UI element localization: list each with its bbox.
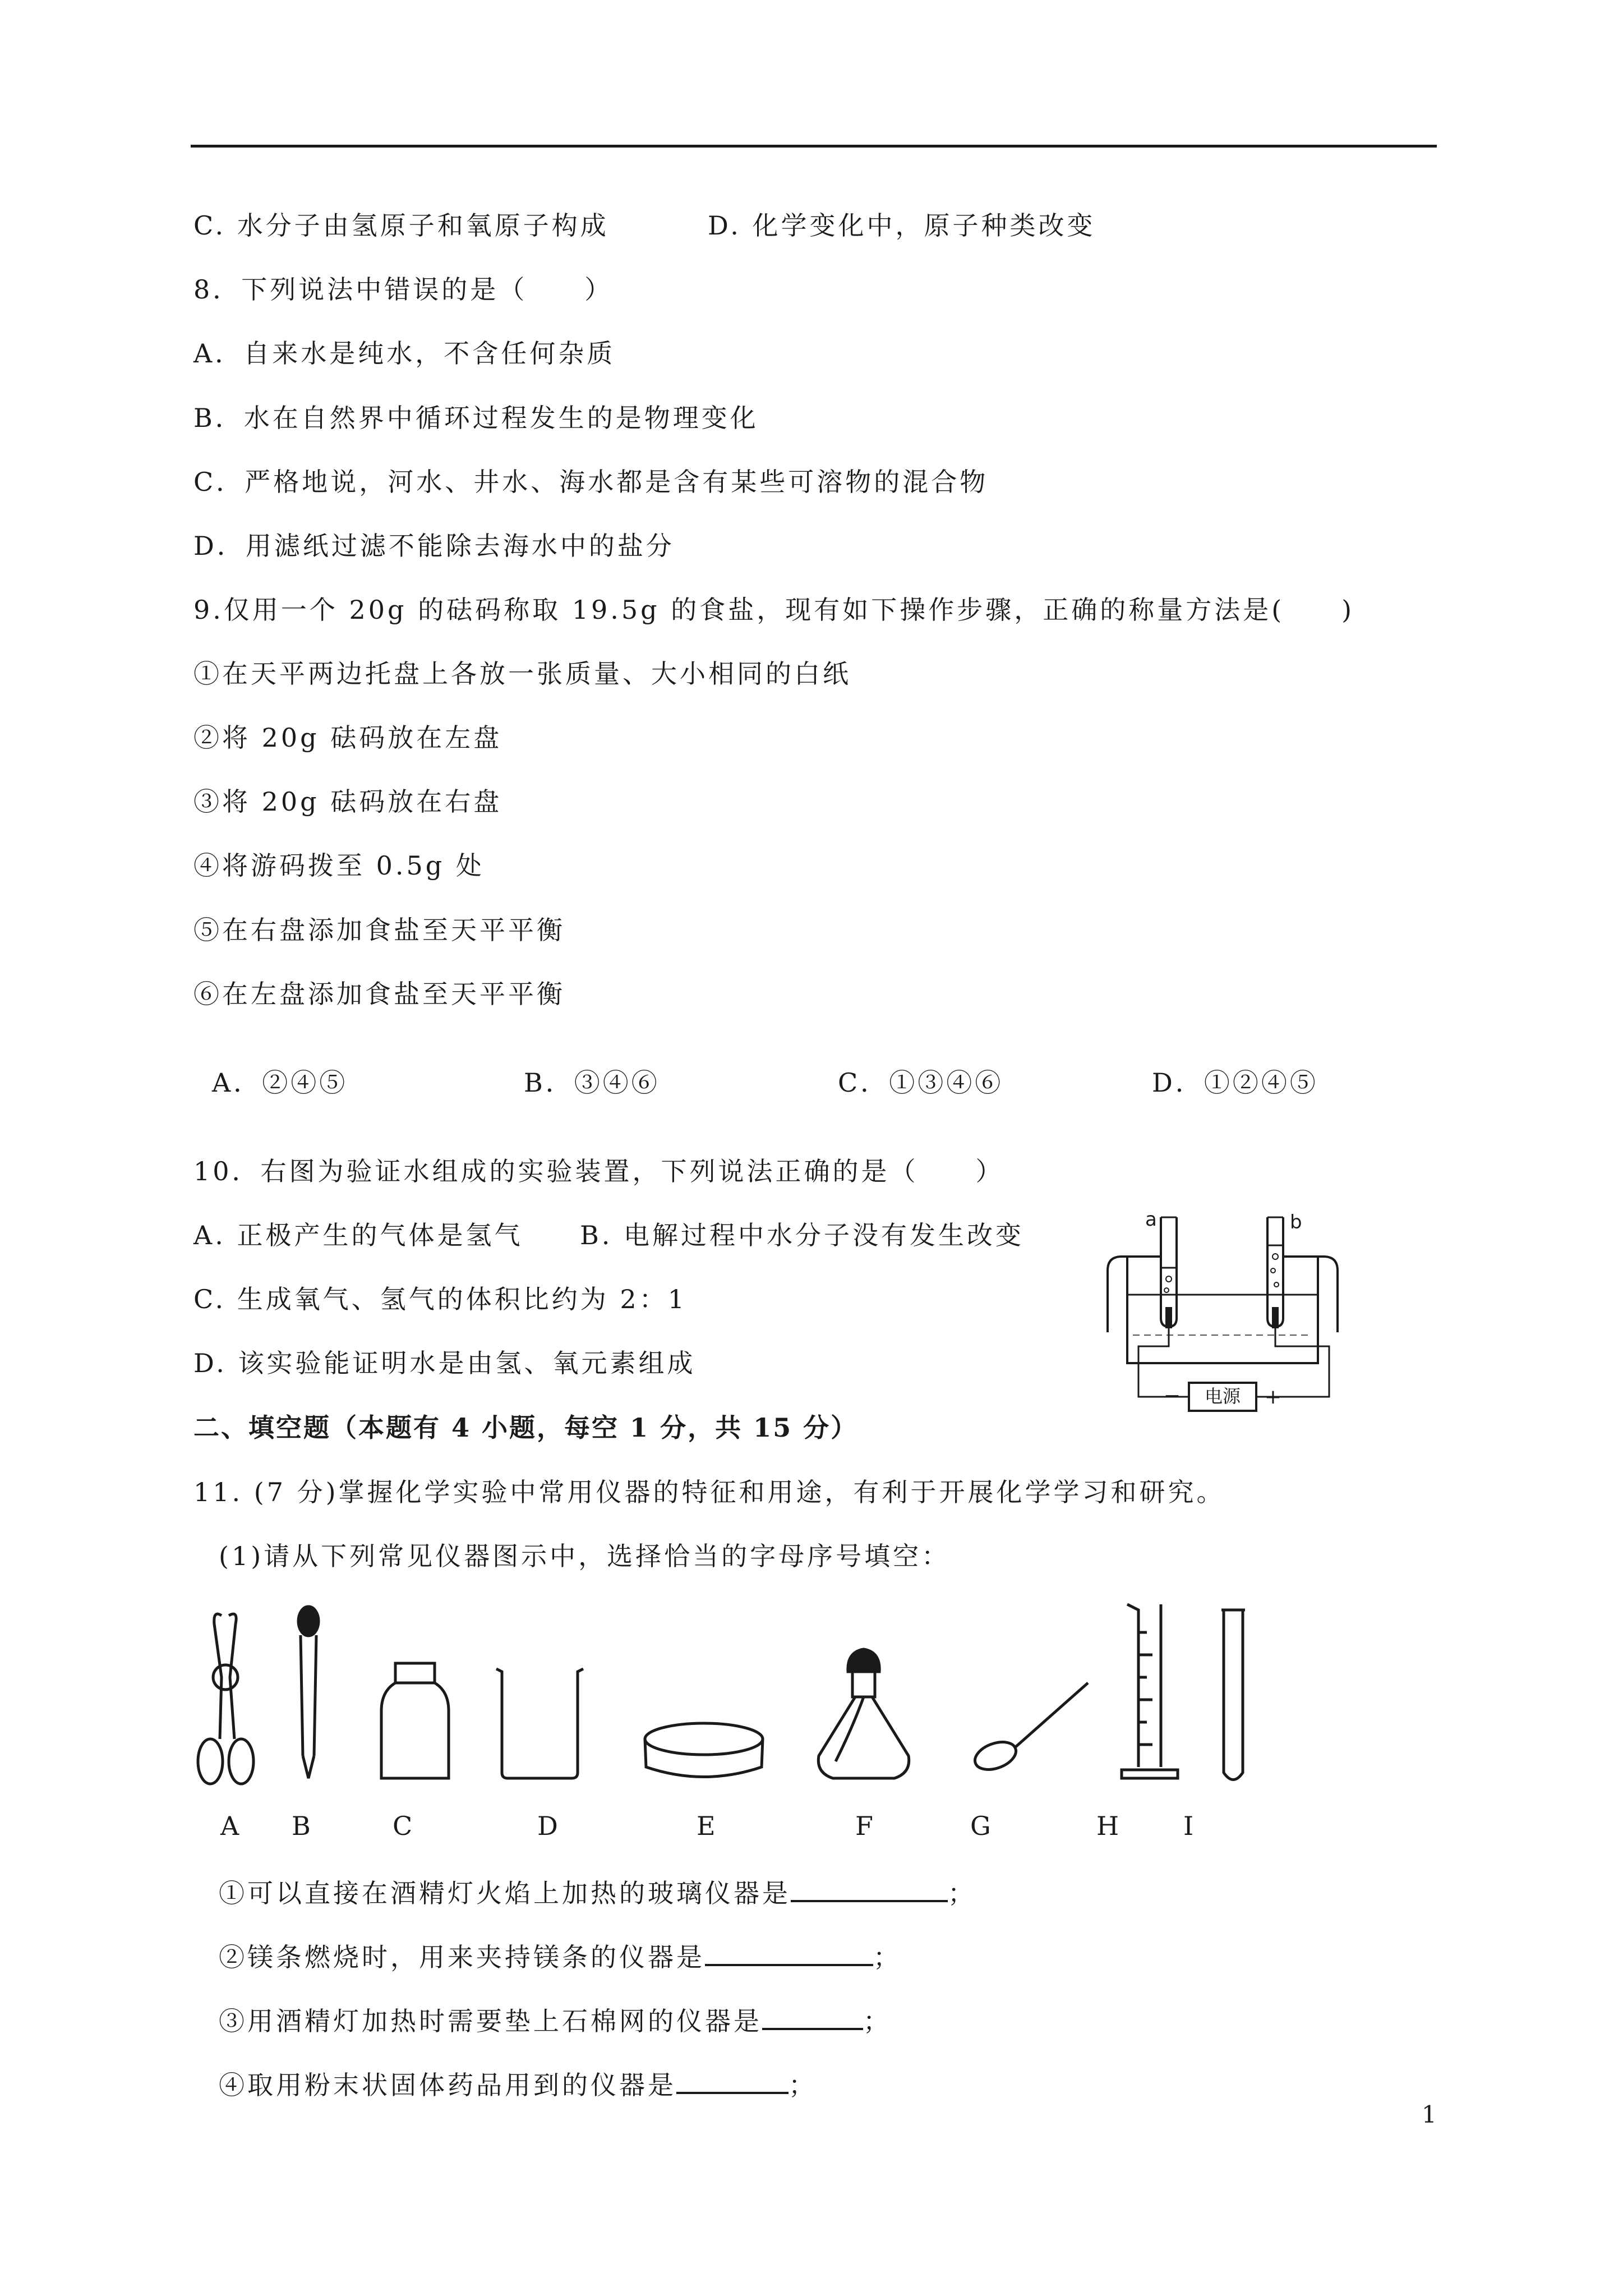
q9-choice-a: A．②④⑤ bbox=[212, 1068, 348, 1098]
instrument-letter-e: E bbox=[697, 1811, 716, 1841]
instrument-letter-d: D bbox=[537, 1811, 558, 1841]
q9-stem: 9.仅用一个 20g 的砝码称取 19.5g 的食盐，现有如下操作步骤，正确的称量方法是( ) bbox=[193, 595, 1355, 625]
q9-step-3: ③将 20g 砝码放在右盘 bbox=[193, 786, 502, 817]
electrode-b bbox=[1272, 1307, 1279, 1328]
wide-mouth-bottle-icon bbox=[381, 1663, 449, 1778]
q10-option-d: D. 该实验能证明水是由氢、氧元素组成 bbox=[193, 1348, 696, 1378]
q11-blank-1: ①可以直接在酒精灯火焰上加热的玻璃仪器是 ； bbox=[219, 1878, 976, 1908]
q9-step-4: ④将游码拨至 0.5g 处 bbox=[193, 850, 485, 881]
q10-option-b: B. 电解过程中水分子没有发生改变 bbox=[580, 1220, 1025, 1250]
q10-option-a: A. 正极产生的气体是氢气 bbox=[193, 1220, 523, 1250]
instrument-letter-i: I bbox=[1183, 1811, 1194, 1841]
header-rule bbox=[191, 145, 1437, 148]
answer-blank-1[interactable] bbox=[791, 1878, 948, 1902]
alcohol-lamp-icon bbox=[818, 1649, 909, 1778]
lab-instruments-illustration bbox=[191, 1593, 1273, 1806]
beaker-icon bbox=[496, 1669, 583, 1778]
answer-blank-3[interactable] bbox=[762, 2005, 863, 2030]
tube-a-label: a bbox=[1145, 1208, 1157, 1231]
plus-sign: + bbox=[1264, 1386, 1282, 1409]
q8-stem: 8．下列说法中错误的是（ ） bbox=[193, 274, 614, 305]
electrode-a bbox=[1165, 1307, 1172, 1328]
minus-sign: − bbox=[1163, 1384, 1181, 1407]
q9-choice-c: C．①③④⑥ bbox=[838, 1068, 1004, 1098]
tube-b-label: b bbox=[1290, 1211, 1302, 1234]
q9-step-1: ①在天平两边托盘上各放一张质量、大小相同的白纸 bbox=[193, 659, 851, 689]
dropper-icon bbox=[298, 1607, 319, 1778]
q7-option-d: D. 化学变化中，原子种类改变 bbox=[708, 210, 1096, 241]
test-tube-icon bbox=[1221, 1610, 1245, 1780]
q11-blank-2: ②镁条燃烧时，用来夹持镁条的仪器是 ； bbox=[219, 1942, 902, 1972]
graduated-cylinder-icon bbox=[1122, 1604, 1178, 1778]
evaporating-dish-icon bbox=[645, 1723, 763, 1777]
q9-step-6: ⑥在左盘添加食盐至天平平衡 bbox=[193, 979, 565, 1009]
instrument-letter-g: G bbox=[970, 1811, 991, 1841]
crucible-tongs-icon bbox=[198, 1614, 253, 1784]
q8-option-a: A．自来水是纯水，不含任何杂质 bbox=[193, 338, 616, 369]
instrument-letter-b: B bbox=[292, 1811, 311, 1841]
answer-blank-2[interactable] bbox=[705, 1941, 873, 1966]
q7-option-c: C. 水分子由氢原子和氧原子构成 bbox=[193, 210, 609, 241]
q11-subquestion-1: (1)请从下列常见仪器图示中，选择恰当的字母序号填空： bbox=[219, 1541, 951, 1571]
q8-option-c: C．严格地说，河水、井水、海水都是含有某些可溶物的混合物 bbox=[193, 467, 989, 497]
q11-blank-3: ③用酒精灯加热时需要垫上石棉网的仪器是 ； bbox=[219, 2006, 892, 2036]
answer-blank-4[interactable] bbox=[676, 2069, 789, 2094]
instrument-letter-a: A bbox=[220, 1811, 239, 1841]
q9-choice-d: D．①②④⑤ bbox=[1152, 1068, 1318, 1098]
q8-option-d: D．用滤纸过滤不能除去海水中的盐分 bbox=[193, 531, 675, 561]
medicine-spoon-icon bbox=[971, 1683, 1088, 1775]
q9-choice-b: B．③④⑥ bbox=[524, 1068, 660, 1098]
q9-step-2: ②将 20g 砝码放在左盘 bbox=[193, 723, 502, 753]
electrolysis-apparatus-diagram bbox=[1105, 1200, 1340, 1419]
instrument-letter-c: C bbox=[393, 1811, 413, 1841]
q10-option-c: C. 生成氧气、氢气的体积比约为 2：1 bbox=[193, 1284, 687, 1314]
instrument-letter-h: H bbox=[1096, 1811, 1119, 1841]
q10-stem: 10．右图为验证水组成的实验装置，下列说法正确的是（ ） bbox=[193, 1156, 1004, 1186]
power-source-label: 电源 bbox=[1204, 1386, 1241, 1407]
q9-step-5: ⑤在右盘添加食盐至天平平衡 bbox=[193, 915, 565, 945]
q8-option-b: B．水在自然界中循环过程发生的是物理变化 bbox=[193, 403, 759, 433]
q11-stem: 11. (7 分)掌握化学实验中常用仪器的特征和用途，有利于开展化学学习和研究。 bbox=[193, 1477, 1225, 1507]
section-2-title: 二、填空题（本题有 4 小题，每空 1 分，共 15 分） bbox=[193, 1412, 859, 1443]
instrument-letter-f: F bbox=[855, 1811, 873, 1841]
q11-blank-4: ④取用粉末状固体药品用到的仪器是 ； bbox=[219, 2070, 817, 2100]
page-number: 1 bbox=[1422, 2101, 1437, 2128]
